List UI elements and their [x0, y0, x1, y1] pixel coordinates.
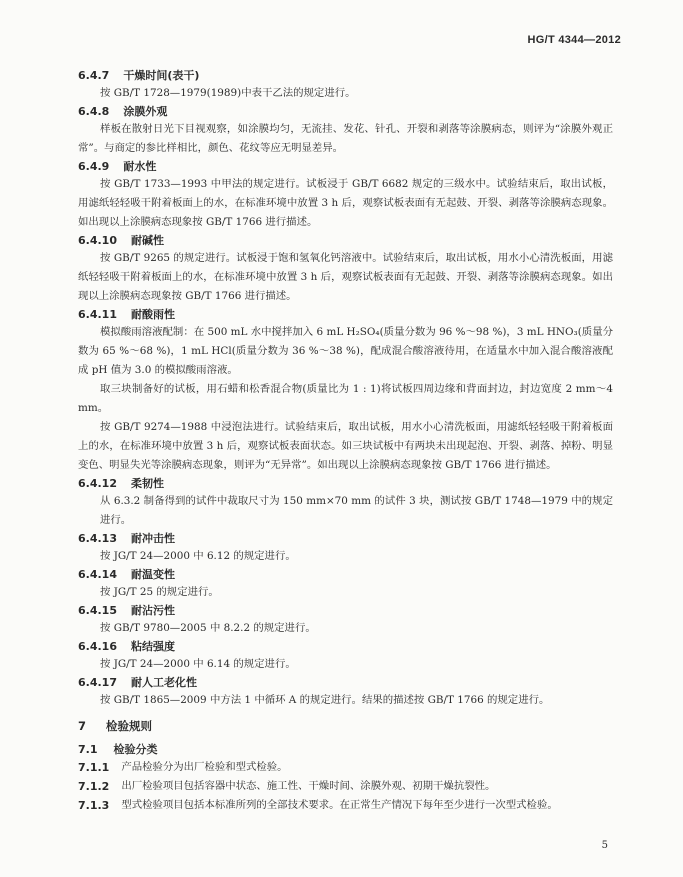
section-heading-s6417: [78, 674, 613, 691]
section-paragraph: 取三块制备好的试板，用石蜡和松香混合物(质量比为 1 : 1)将试板四周边缘和背面封边，封边宽度 2 mm～4 mm。: [78, 383, 613, 414]
section-number: 6.4.12: [78, 477, 117, 490]
section-paragraph: 从 6.3.2 制备得到的试件中裁取尺寸为 150 mm×70 mm 的试件 3 块，测试按 GB/T 1748—1979 中的规定进行。: [100, 495, 613, 526]
section-title: 耐人工老化性: [130, 676, 197, 689]
section-heading-s6412: [78, 475, 613, 492]
section-title: 耐沾污性: [130, 604, 175, 617]
chapter-number: 7: [78, 719, 87, 733]
clause-text: 产品检验分为出厂检验和型式检验。: [121, 761, 288, 773]
clause-number: 7.1.2: [78, 780, 110, 793]
clause-item: [78, 758, 613, 777]
section-number: 6.4.7: [78, 69, 110, 82]
section-title: 耐冲击性: [130, 532, 175, 545]
clause-text: 出厂检验项目包括容器中状态、施工性、干燥时间、涂膜外观、初期干燥抗裂性。: [121, 780, 496, 792]
section-title: 涂膜外观: [123, 105, 168, 118]
section-paragraph: 按 JG/T 24—2000 中 6.14 的规定进行。: [100, 658, 296, 670]
section-number: 6.4.13: [78, 532, 117, 545]
section-paragraph: 按 GB/T 1733—1993 中甲法的规定进行。试板浸于 GB/T 6682 规定的三级水中。试验结束后，取出试板，用滤纸轻轻吸干附着板面上的水，在标准环境中放置 3 h 后，观察试板表面有无起鼓、开裂、剥落等涂膜病态现象。如出现以上涂膜病态现象按 GB/T 1766 进行描述。: [78, 178, 613, 228]
clause-text: 型式检验项目包括本标准所列的全部技术要求。在正常生产情况下每年至少进行一次型式检验。: [121, 799, 558, 811]
section-title: 柔韧性: [130, 477, 164, 490]
test-method-sections: [78, 67, 613, 710]
section-heading-s6411: [78, 306, 613, 323]
section-title: 耐酸雨性: [130, 308, 175, 321]
section-heading-s647: [78, 67, 613, 84]
section-number: 6.4.14: [78, 568, 117, 581]
section-number: 7.1: [78, 743, 98, 756]
section-number: 6.4.11: [78, 308, 117, 321]
section-heading-s649: [78, 158, 613, 175]
section-heading-s6416: [78, 638, 613, 655]
clause-item: [78, 777, 613, 796]
section-title: 耐碱性: [130, 234, 164, 247]
section-heading-s6415: [78, 602, 613, 619]
section-paragraph: 按 GB/T 9780—2005 中 8.2.2 的规定进行。: [100, 622, 316, 634]
section-7-1-heading: [78, 741, 613, 758]
section-title: 粘结强度: [130, 640, 175, 653]
clause-number: 7.1.1: [78, 761, 110, 774]
section-heading-s6414: [78, 566, 613, 583]
chapter-title: 检验规则: [106, 719, 153, 733]
section-paragraph: 按 JG/T 25 的规定进行。: [100, 586, 219, 598]
inspection-items: [78, 758, 613, 815]
section-heading-s6410: [78, 232, 613, 249]
section-title: 干燥时间(表干): [123, 69, 200, 82]
page-content: [78, 67, 613, 815]
section-number: 6.4.9: [78, 160, 110, 173]
section-paragraph: 按 GB/T 1865—2009 中方法 1 中循环 A 的规定进行。结果的描述按 GB/T 1766 的规定进行。: [100, 694, 550, 706]
section-paragraph: 按 GB/T 9274—1988 中浸泡法进行。试验结束后，取出试板，用水小心清洗板面，用滤纸轻轻吸干附着板面上的水，在标准环境中放置 3 h 后，观察试板表面状态。如三块试板中有两块未出现起泡、开裂、剥落、掉粉、明显变色、明显失光等涂膜病态现象，则评为“无异常”。如出现以上涂膜病态现象按 GB/T 1766 进行描述。: [78, 421, 613, 471]
section-number: 6.4.17: [78, 676, 117, 689]
section-number: 6.4.15: [78, 604, 117, 617]
section-number: 6.4.8: [78, 105, 110, 118]
section-number: 6.4.16: [78, 640, 117, 653]
section-paragraph: 按 JG/T 24—2000 中 6.12 的规定进行。: [100, 550, 296, 562]
section-number: 6.4.10: [78, 234, 117, 247]
section-heading-s6413: [78, 530, 613, 547]
clause-number: 7.1.3: [78, 799, 110, 812]
chapter-7-heading: [78, 718, 613, 735]
section-paragraph: 按 GB/T 9265 的规定进行。试板浸于饱和氢氧化钙溶液中。试验结束后，取出试板，用水小心清洗板面，用滤纸轻轻吸干附着板面上的水，在标准环境中放置 3 h 后，观察试板表面有无起鼓、开裂、剥落等涂膜病态现象。如出现以上涂膜病态现象按 GB/T 1766 进行描述。: [78, 252, 613, 302]
section-paragraph: 模拟酸雨溶液配制：在 500 mL 水中搅拌加入 6 mL H₂SO₄(质量分数为 96 %～98 %)，3 mL HNO₃(质量分数为 65 %～68 %)，1 mL HCl(质量分数为 36 %～38 %)，配成混合酸溶液待用，在适量水中加入混合酸溶液配成 pH 值为 3.0 的模拟酸雨溶液。: [78, 326, 613, 376]
document-code-header: HG/T 4344—2012: [527, 34, 621, 46]
section-title: 检验分类: [113, 743, 158, 756]
page-number: 5: [601, 840, 608, 851]
section-paragraph: 按 GB/T 1728—1979(1989)中表干乙法的规定进行。: [100, 87, 356, 99]
section-title: 耐水性: [123, 160, 157, 173]
section-heading-s648: [78, 103, 613, 120]
section-title: 耐温变性: [130, 568, 175, 581]
section-paragraph: 样板在散射日光下目视观察，如涂膜均匀，无流挂、发花、针孔、开裂和剥落等涂膜病态，则评为“涂膜外观正常”。与商定的参比样相比，颜色、花纹等应无明显差异。: [78, 123, 613, 154]
clause-item: [78, 796, 613, 815]
